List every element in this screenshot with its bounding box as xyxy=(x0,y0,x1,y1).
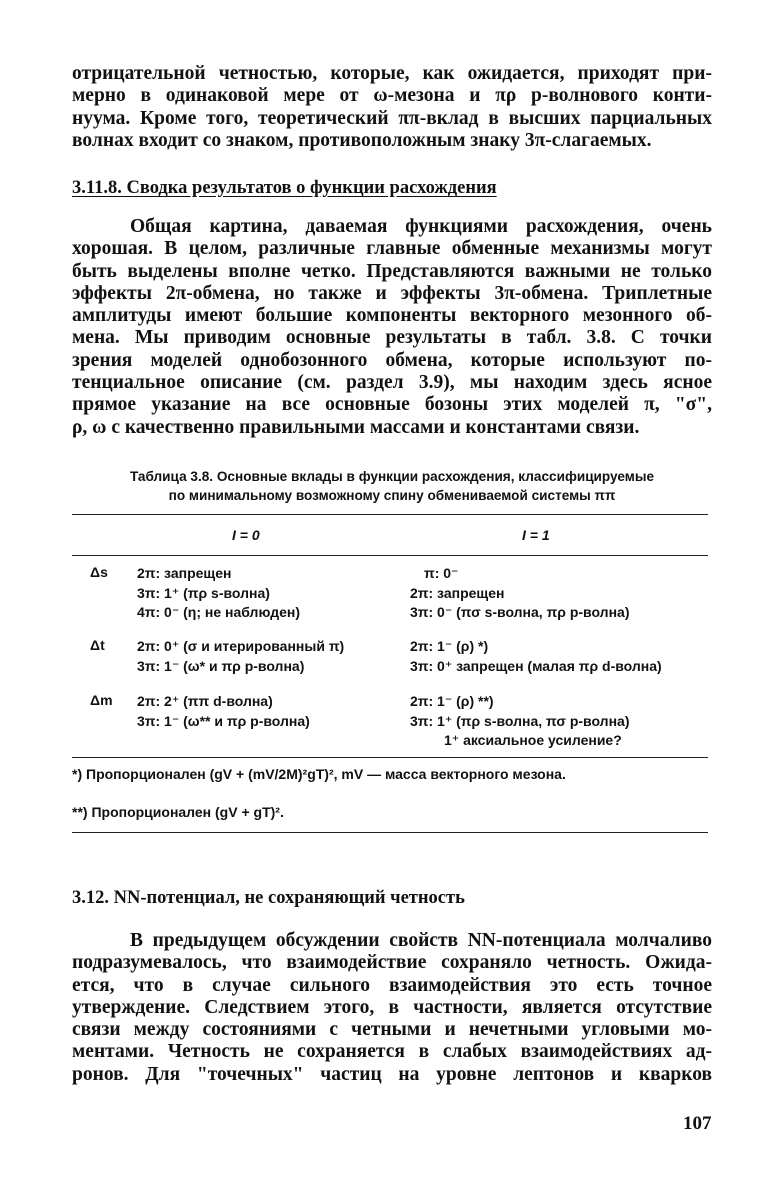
cell-line: 2π: 2⁺ (ππ d-волна) xyxy=(137,693,273,709)
cell-line: 2π: запрещен xyxy=(410,584,505,601)
section-heading-3-11-8: 3.11.8. Сводка результатов о функции расхождения xyxy=(72,178,497,198)
text-line: быть выделены вполне четко. Представляются важными не только xyxy=(72,260,712,282)
cell-line: 2π: 0⁺ (σ и итерированный π) xyxy=(137,638,345,654)
table-cell-i0 xyxy=(137,564,300,623)
text-line: ρ, ω с качественно правильными массами и константами связи. xyxy=(72,416,640,438)
text-line: ется, что в случае сильного взаимодействия это есть точное xyxy=(72,974,712,996)
row-label-delta-m: Δm xyxy=(90,692,113,708)
section-heading-3-12: 3.12. NN-потенциал, не сохраняющий четность xyxy=(72,888,465,908)
text-line: мерно в одинаковой мере от ω-мезона и πρ p-волнового конти- xyxy=(72,85,712,107)
text-line: ронов. Для "точечных" частиц на уровне лептонов и кварков xyxy=(72,1063,712,1085)
cell-line: 3π: 1⁻ (ω* и πρ p-волна) xyxy=(137,657,305,674)
text-line: волнах входит со знаком, противоположным знаку 3π-слагаемых. xyxy=(72,129,652,151)
cell-line: 2π: запрещен xyxy=(137,565,232,581)
caption-text-line1: Основные вклады в функции расхождения, классифицируемые xyxy=(216,469,655,484)
table-cell-i1 xyxy=(410,637,662,676)
row-label-delta-t: Δt xyxy=(90,637,105,653)
text-line: утверждение. Следствием этого, в частности, является отсутствие xyxy=(72,996,712,1018)
cell-line: 3π: 1⁺ (πρ s-волна, πσ p-волна) xyxy=(410,712,630,729)
cell-line: π: 0⁻ xyxy=(424,565,459,581)
cell-line: 1⁺ аксиальное усиление? xyxy=(444,732,622,748)
caption-text-line2: по минимальному возможному спину обмениваемой системы ππ xyxy=(168,488,616,503)
row-label-delta-s: Δs xyxy=(90,564,108,580)
column-header-i1: I = 1 xyxy=(522,527,550,543)
text-line: амплитуды имеют большие компоненты векторного мезонного об- xyxy=(72,305,712,327)
text-line: отрицательной четностью, которые, как ожидается, приходят при- xyxy=(72,63,712,84)
table-footnote-1: *) Пропорционален (gV + (mV/2M)²gT)², mV — масса векторного мезона. xyxy=(72,766,566,782)
page-number: 107 xyxy=(683,1113,712,1134)
text-line: прямое указание на все основные бозоны этих моделей π, "σ", xyxy=(72,394,712,416)
table-cell-i0 xyxy=(137,692,310,731)
intro-paragraph xyxy=(72,63,712,152)
text-line: тенциальное описание (см. раздел 3.9), мы находим здесь ясное xyxy=(72,372,712,394)
text-line: зрения моделей однобозонного обмена, которые используют по- xyxy=(72,349,712,371)
text-line: подразумевалось, что взаимодействие сохраняло четность. Ожида- xyxy=(72,952,712,974)
table-bottom-rule xyxy=(72,757,708,758)
parity-paragraph xyxy=(72,930,712,1086)
cell-line: 3π: 0⁻ (πσ s-волна, πρ p-волна) xyxy=(410,604,630,620)
caption-label: Таблица 3.8. xyxy=(129,469,214,484)
table-cell-i1 xyxy=(410,564,629,623)
text-line: мена. Мы приводим основные результаты в табл. 3.8. С точки xyxy=(72,327,712,349)
cell-line: 3π: 1⁻ (ω** и πρ p-волна) xyxy=(137,712,310,729)
column-header-i0: I = 0 xyxy=(232,527,260,543)
text-line: связи между состояниями с четными и нечетными угловыми мо- xyxy=(72,1019,712,1041)
cell-line: 4π: 0⁻ (η; не наблюден) xyxy=(137,604,301,620)
table-cell-i1 xyxy=(410,692,629,751)
table-header-rule xyxy=(72,555,708,556)
footnote-bottom-rule xyxy=(72,832,708,833)
text-line: В предыдущем обсуждении свойств NN-потенциала молчаливо xyxy=(130,930,712,951)
text-line: Общая картина, даваемая функциями расхождения, очень xyxy=(130,216,712,237)
table-caption xyxy=(72,467,712,505)
table-top-rule xyxy=(72,514,708,515)
text-line: нуума. Кроме того, теоретический ππ-вклад в высших парциальных xyxy=(72,107,712,129)
cell-line: 2π: 1⁻ (ρ) **) xyxy=(410,693,494,709)
table-cell-i0 xyxy=(137,637,344,676)
cell-line: 3π: 1⁺ (πρ s-волна) xyxy=(137,584,270,601)
text-line: ментами. Четность не сохраняется в слабых взаимодействиях ад- xyxy=(72,1041,712,1063)
summary-paragraph xyxy=(72,216,712,439)
text-line: хорошая. В целом, различные главные обменные механизмы могут xyxy=(72,238,712,260)
cell-line: 3π: 0⁺ запрещен (малая πρ d-волна) xyxy=(410,657,662,674)
text-line: эффекты 2π-обмена, но также и эффекты 3π-обмена. Триплетные xyxy=(72,282,712,304)
table-footnote-2: **) Пропорционален (gV + gT)². xyxy=(72,804,284,820)
cell-line: 2π: 1⁻ (ρ) *) xyxy=(410,638,489,654)
